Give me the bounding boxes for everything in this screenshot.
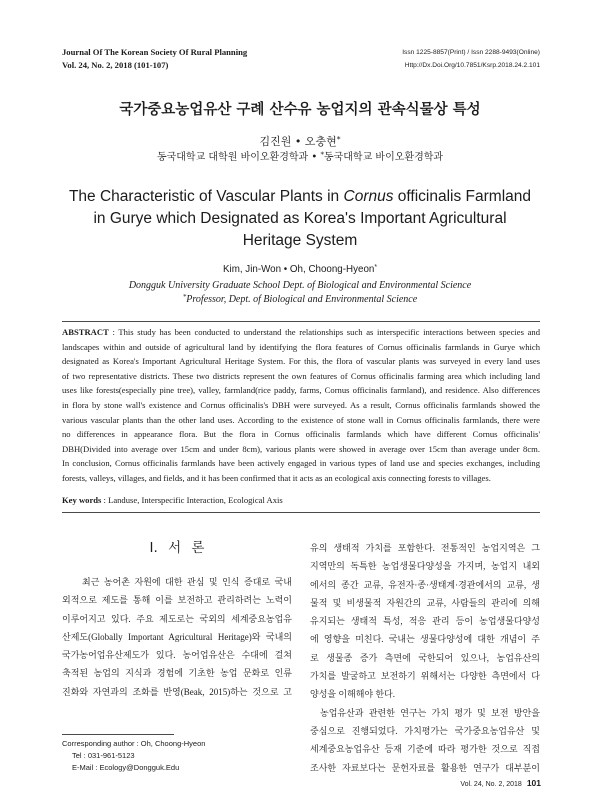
- abstract-line: [62, 325, 540, 340]
- abstract-line: forests, valleys, villages, and fields, and it has been confirmed that it acts as an ecological axis connecting forests to villages.: [62, 472, 491, 483]
- abstract-line: various vascular plants than the other land uses. According to the existence of stone wall in Cornus officinalis farmlands, there were: [62, 414, 540, 425]
- corresponding-mark: *: [336, 134, 341, 144]
- abstract-line: of two representative districts. These two districts represent the own features of Cornus officinalis farming area which including land: [62, 370, 540, 381]
- body-text-line: 로 생물종 증가 측면에 국한되어 있으나, 농업유산의: [310, 652, 540, 663]
- korean-authors: [0, 135, 600, 149]
- abstract-line: in flora by stone wall's existence and Cornus officinalis's DBH were surveyed. As a result, Cornus officinalis farmlands showed the: [62, 399, 540, 410]
- affiliation-line: [0, 293, 600, 307]
- body-text-line: 조사한 자료보다는 문헌자료를 활용한 연구가 대부분이: [310, 762, 540, 773]
- english-title-line: in Gurye which Designated as Korea's Important Agricultural: [93, 210, 507, 227]
- body-text-line: 국가농어업유산제도가 있다. 농어업유산은 수대에 걸쳐: [62, 650, 292, 661]
- body-text-line: 진화와 자연과의 조화를 반영(Beak, 2015)하는 것으로 고: [62, 686, 292, 697]
- english-title: [0, 186, 600, 252]
- footnote: [62, 738, 205, 774]
- english-title-text: The Characteristic of Vascular Plants in: [68, 188, 344, 205]
- journal-volume: Vol. 24, No. 2, 2018 (101-107): [62, 60, 169, 70]
- english-authors: [0, 263, 600, 277]
- english-affiliation: [0, 279, 600, 307]
- abstract-line: landscapes within and outside of agricultural land by identifying the flora features of Cornus officinalis farmlands in Gurye which: [62, 341, 540, 352]
- body-text-line: 유의 생태적 가치를 포함한다. 전통적인 농업지역은 그: [310, 543, 540, 553]
- body-text-line: 양성을 이해해야 한다.: [310, 689, 395, 700]
- abstract-line: designated as Korea's Important Agricultural Heritage System. For this, the flora of vascular plants was surveyed in every land uses: [62, 356, 540, 367]
- abstract-line: no differences in appearance flora. But the flora in Cornus officinalis farmlands which have different Cornus officinalis': [62, 429, 540, 440]
- issn: Issn 1225-8857(Print) / Issn 2288-9493(Online): [402, 49, 540, 56]
- abstract-label: ABSTRACT: [62, 327, 109, 337]
- body-text-line: 이루어지고 있다. 주요 제도로는 국외의 세계중요농업유: [62, 613, 292, 624]
- doi-link[interactable]: Http://Dx.Doi.Org/10.7851/Ksrp.2018.24.2.101: [404, 62, 540, 69]
- keywords: [62, 493, 540, 507]
- page-number: 101: [526, 778, 541, 788]
- journal-header-left: [62, 46, 247, 72]
- body-right-column: [310, 539, 540, 777]
- english-title-text: officinalis Farmland: [393, 188, 532, 205]
- abstract-line: uses like forests(especially pine tree), valley, farmland(rice paddy, farms, Cornus officinalis farmland), and residence. Also differences: [62, 385, 540, 396]
- abstract-line: DBH(Divided into average over 15cm and under 8cm), various plants were showed in average over 15cm than average under 8cm.: [62, 443, 540, 454]
- body-text-line: 산제도(Globally Important Agricultural Heritage)와 국내의: [62, 631, 292, 642]
- body-text-line: 물적 및 비생물적 자원간의 교류, 사람들의 관리에 의해: [310, 597, 540, 608]
- corresponding-author: Corresponding author : Oh, Choong-Hyeon: [62, 739, 206, 748]
- korean-title: 국가중요농업유산 구례 산수유 농업지의 관속식물상 특성: [119, 102, 481, 118]
- body-text-line: 유지되는 생태적 특성, 적응 관리 등이 농업생물다양성: [310, 616, 540, 627]
- author-email[interactable]: E-Mail : Ecology@Dongguk.Edu: [72, 763, 180, 772]
- page-footer: [460, 777, 541, 791]
- section-heading: I. 서 론: [149, 540, 205, 556]
- footnote-rule: [62, 734, 174, 735]
- body-text-line: 농업유산과 관련한 연구는 가치 평가 및 보전 방안을: [320, 707, 540, 718]
- corresponding-mark: *: [182, 292, 187, 301]
- korean-affiliation: [0, 151, 600, 164]
- abstract-text: : This study has been conducted to understand the relationships such as interspecific interactions between species and: [108, 327, 540, 337]
- body-text-line: 에서의 종간 교류, 유전자·종·생태계·경관에서의 교류, 생: [310, 579, 540, 590]
- abstract-top-rule: [62, 321, 540, 322]
- footer-volume: Vol. 24, No. 2, 2018: [460, 781, 522, 788]
- corresponding-mark: *: [320, 150, 324, 159]
- author-phone: Tel : 031-961-5123: [72, 751, 135, 760]
- corresponding-mark: *: [374, 263, 378, 271]
- keywords-label: Key words: [62, 495, 102, 505]
- english-author-names: Kim, Jin-Won • Oh, Choong-Hyeon: [222, 264, 375, 275]
- journal-name: Journal Of The Korean Society Of Rural Planning: [62, 47, 248, 57]
- english-title-genus: Cornus: [343, 188, 394, 205]
- affiliation-line: Dongguk University Graduate School Dept. of Biological and Environmental Science: [128, 280, 472, 291]
- korean-affiliation-second: 동국대학교 바이오환경학과: [323, 152, 444, 163]
- abstract: [62, 325, 540, 486]
- abstract-lines: [62, 340, 540, 486]
- keywords-bottom-rule: [62, 512, 540, 513]
- abstract-line: In conclusion, Cornus officinalis farmlands have been actively engaged in various types of land use and species exchanges, including: [62, 458, 540, 469]
- english-title-line: Heritage System: [242, 232, 358, 249]
- korean-author-names: 김진원 • 오충현: [259, 135, 337, 148]
- korean-affiliation-first: 동국대학교 대학원 바이오환경학과 •: [156, 152, 321, 163]
- english-title-line: [0, 186, 600, 208]
- body-text-line: 세계중요농업유산 등재 기준에 따라 평가한 것으로 직접: [310, 744, 540, 755]
- body-text-line: 중심으로 진행되었다. 가치평가는 국가중요농업유산 및: [310, 725, 540, 736]
- affiliation-text: Professor, Dept. of Biological and Environmental Science: [186, 294, 418, 305]
- body-text-line: 에 영향을 미친다. 국내는 생물다양성에 대한 개념이 주: [310, 634, 540, 645]
- body-text-line: 지역만의 독특한 농업생물다양성을 가지며, 농업지 내외: [310, 561, 540, 572]
- journal-header-right: [402, 46, 540, 72]
- body-text-line: 외적으로 제도를 통해 이를 보전하고 관리하려는 노력이: [62, 595, 292, 606]
- body-text-line: 최근 농어촌 자원에 대한 관심 및 인식 증대로 국내: [82, 577, 292, 587]
- body-left-column: [62, 573, 292, 701]
- keywords-text: : Landuse, Interspecific Interaction, Ecological Axis: [101, 495, 283, 505]
- body-text-line: 가치를 발굴하고 보전하기 위해서는 다양한 측면에서 다: [310, 671, 540, 682]
- body-text-line: 축적된 농업의 지식과 경험에 기초한 농업 문화로 인류: [62, 668, 292, 679]
